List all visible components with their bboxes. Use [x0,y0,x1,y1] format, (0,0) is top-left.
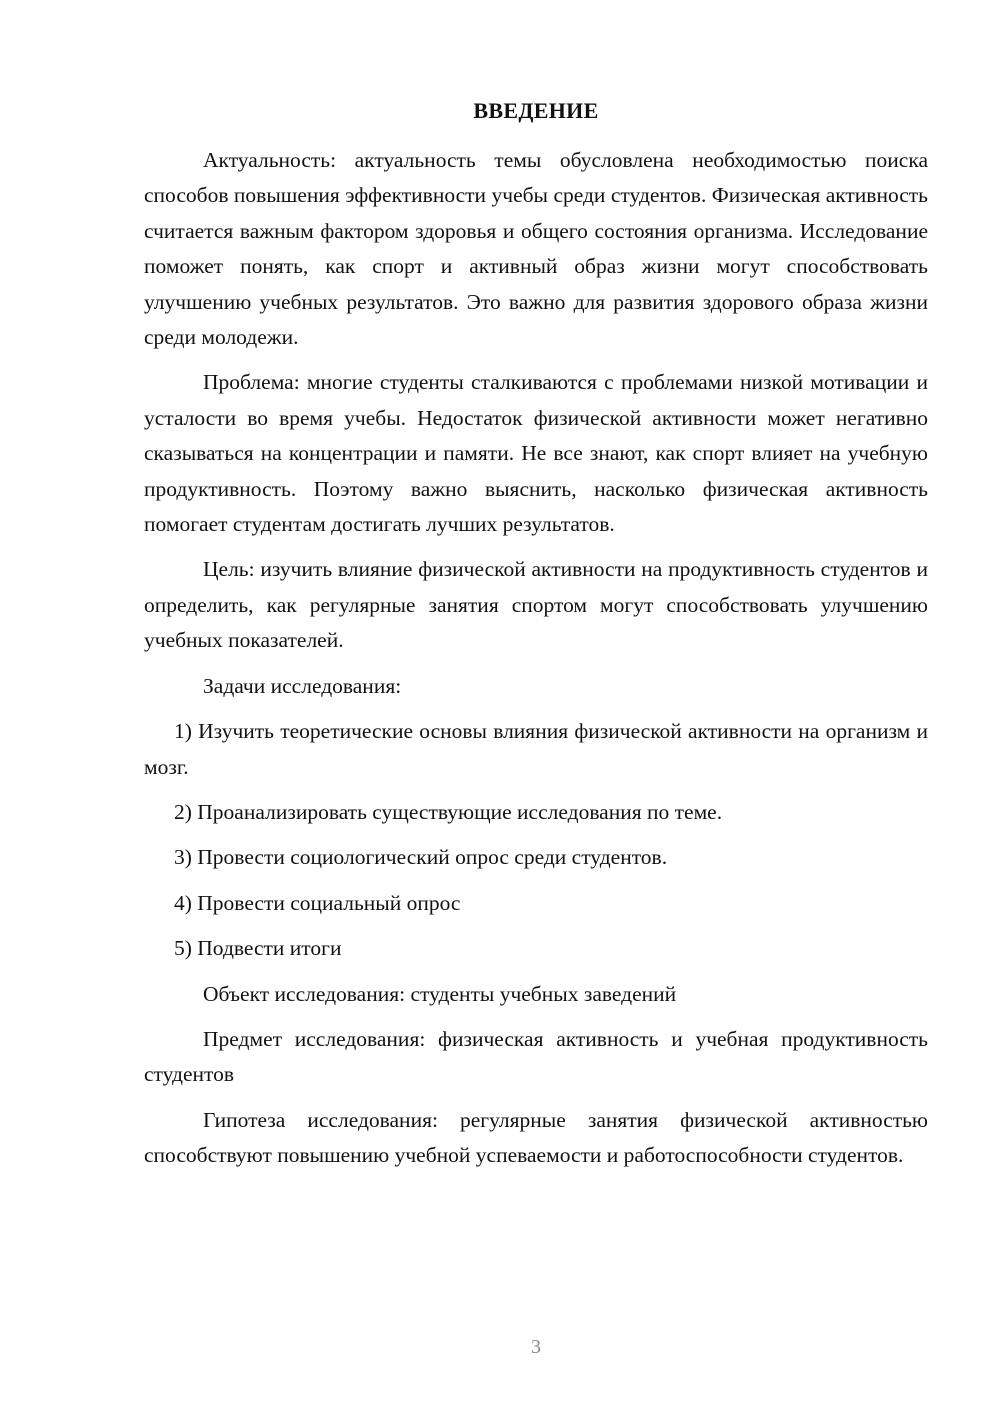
paragraph-subject: Предмет исследования: физическая активность и учебная продуктивность студентов [144,1026,928,1087]
paragraph-problem: Проблема: многие студенты сталкиваются с проблемами низкой мотивации и усталости во время учебы. Недостаток физической активности может негативно сказываться на концентрации и памяти. Не все знают, как спорт влияет на учебную продуктивность. Поэтому важно выяснить, насколько физическая активность помогает студентам достигать лучших результатов. [144,370,928,537]
document-page [144,0,928,1414]
document-body [144,143,928,1184]
task-item-1: 1) Изучить теоретические основы влияния физической активности на организм и мозг. [144,719,928,779]
paragraph-tasks-heading: Задачи исследования: [203,673,402,698]
task-item-4: 4) Провести социальный опрос [174,890,461,915]
task-item-2: 2) Проанализировать существующие исследования по теме. [174,799,723,824]
task-item-3: 3) Провести социологический опрос среди студентов. [174,845,668,870]
page-number: 3 [531,1336,541,1358]
page-title: ВВЕДЕНИЕ [473,98,599,123]
paragraph-goal: Цель: изучить влияние физической активности на продуктивность студентов и определить, как регулярные занятия спортом могут способствовать улучшению учебных показателей. [144,557,928,653]
paragraph-hypothesis: Гипотеза исследования: регулярные занятия физической активностью способствуют повышению учебной успеваемости и работоспособности студентов. [144,1107,928,1168]
paragraph-object: Объект исследования: студенты учебных заведений [203,981,677,1006]
paragraph-relevance: Актуальность: актуальность темы обусловлена необходимостью поиска способов повышения эффективности учебы среди студентов. Физическая активность считается важным фактором здоровья и общего состояния организма. Исследование поможет понять, как спорт и активный образ жизни могут способствовать улучшению учебных результатов. Это важно для развития здорового образа жизни среди молодежи. [144,148,928,350]
task-item-5: 5) Подвести итоги [174,936,342,961]
